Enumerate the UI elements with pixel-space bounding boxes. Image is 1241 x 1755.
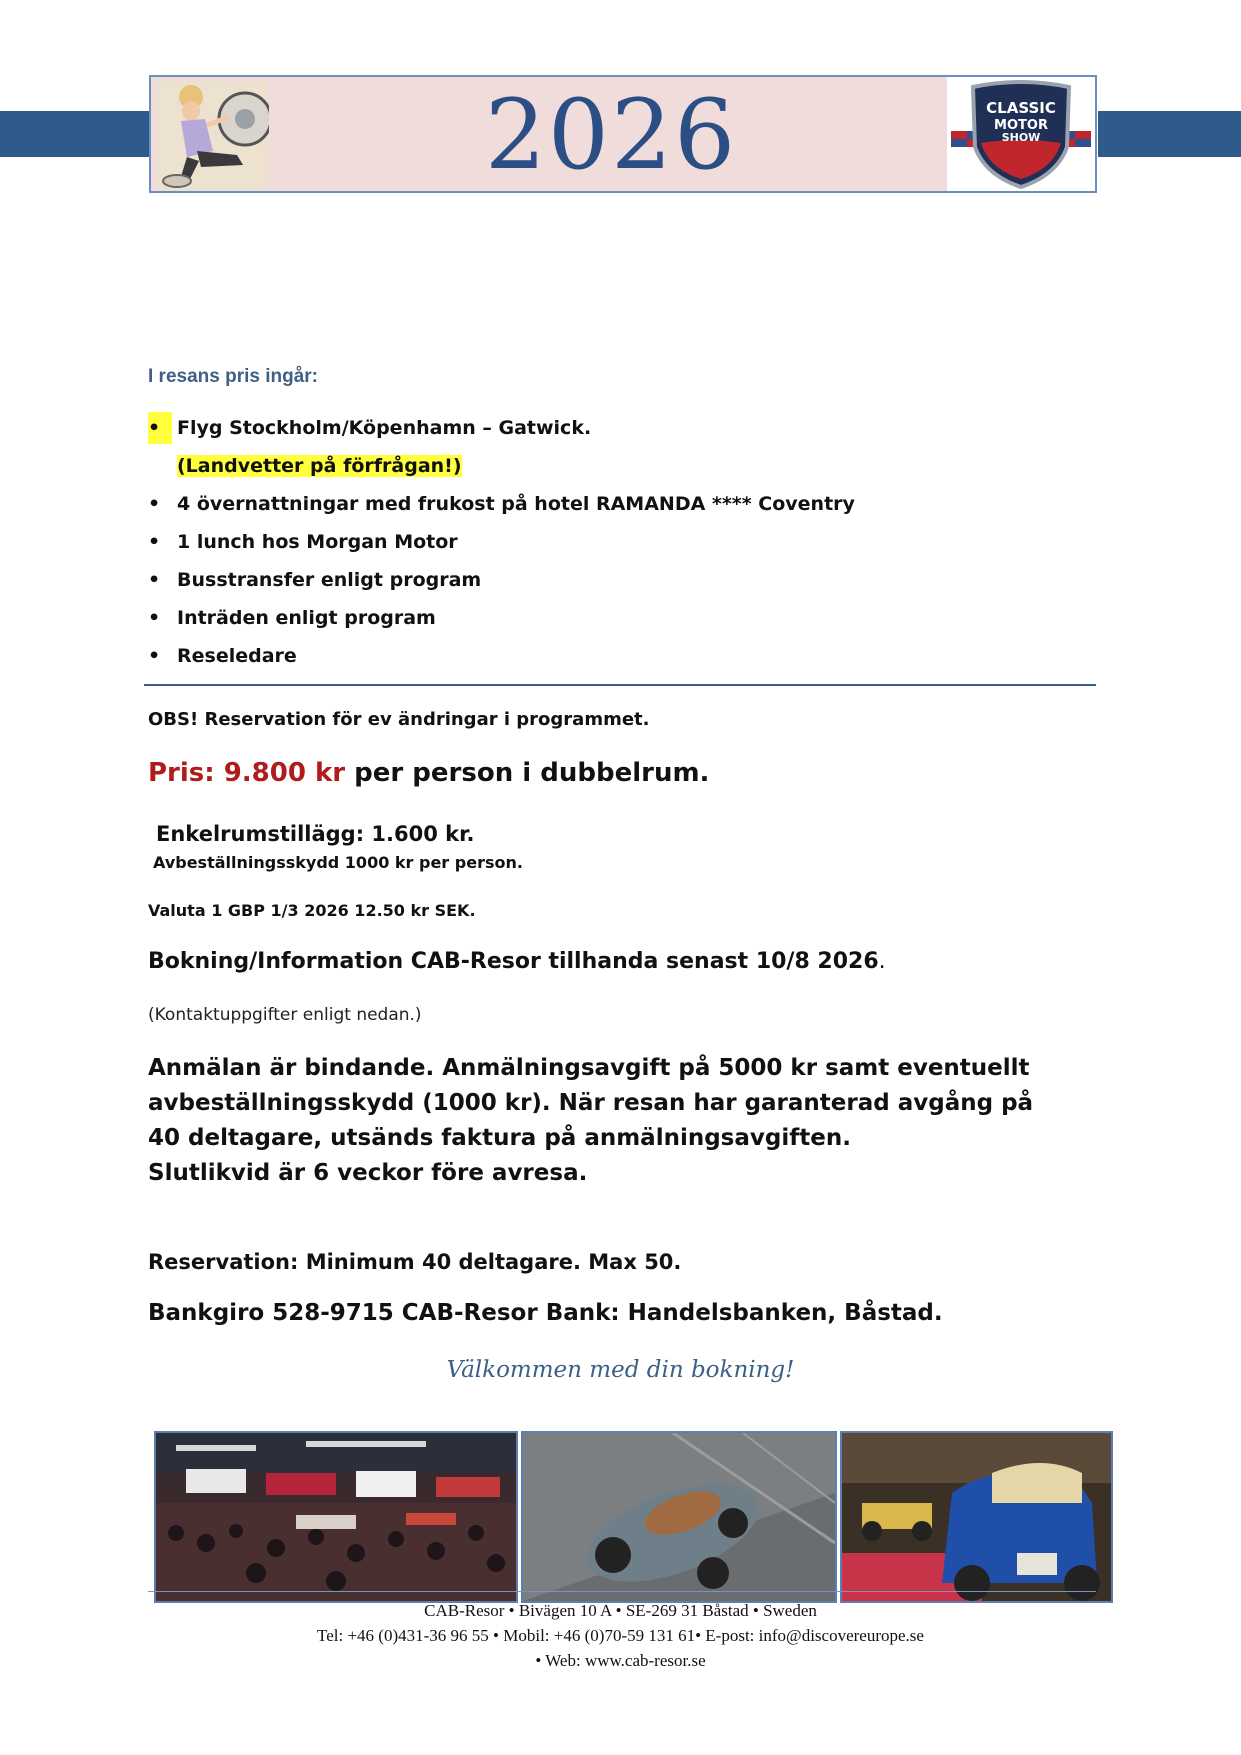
footer-web: • Web: www.cab-resor.se [535, 1651, 706, 1670]
list-item-text: (Landvetter på förfrågan!) [177, 455, 462, 477]
booking-dot: . [878, 949, 886, 974]
bullet-icon: • [148, 645, 161, 667]
terms-paragraph [148, 1051, 1048, 1191]
welcome-text: Välkommen med din bokning! [446, 1357, 795, 1383]
footer-divider [148, 1591, 1096, 1592]
terms-line: Slutlikvid är 6 veckor före avresa. [148, 1160, 588, 1186]
includes-list [148, 412, 855, 678]
terms-line: avbeställningsskydd (1000 kr). När resan har garanterad avgång på [148, 1090, 1034, 1116]
list-item [148, 564, 855, 602]
logo-text-motor: MOTOR [994, 118, 1048, 133]
contact-note: (Kontaktuppgifter enligt nedan.) [148, 1005, 422, 1025]
list-item-text: 1 lunch hos Morgan Motor [177, 531, 458, 553]
list-item-text: Flyg Stockholm/Köpenhamn – Gatwick. [177, 417, 592, 439]
currency-rate: Valuta 1 GBP 1/3 2026 12.50 kr SEK. [148, 901, 476, 920]
list-item-text: Reseledare [177, 645, 297, 667]
list-item [148, 412, 855, 450]
bullet-icon: • [148, 607, 161, 629]
classic-motor-show-logo [947, 77, 1095, 191]
list-item-text: Inträden enligt program [177, 607, 436, 629]
motor-show-crowd-photo [154, 1431, 518, 1603]
terms-line: Anmälan är bindande. Anmälningsavgift på 5000 kr samt eventuellt [148, 1055, 1030, 1081]
vintage-car-museum-photo [840, 1431, 1113, 1603]
footer-phone-email: Tel: +46 (0)431-36 96 55 • Mobil: +46 (0)70-59 131 61• E-post: info@discovereurope.se [317, 1626, 924, 1645]
price-rest: per person i dubbelrum. [345, 758, 710, 788]
logo-text-classic: CLASSIC [986, 99, 1056, 117]
list-item-text: Busstransfer enligt program [177, 569, 482, 591]
header-band-left [0, 111, 150, 157]
header-year: 2026 [484, 79, 738, 191]
bankgiro-info: Bankgiro 528-9715 CAB-Resor Bank: Handelsbanken, Båstad. [148, 1300, 943, 1326]
footer-address: CAB-Resor • Bivägen 10 A • SE-269 31 Båstad • Sweden [424, 1601, 817, 1620]
list-item [148, 526, 855, 564]
list-item [148, 450, 855, 488]
reservation-note: Reservation: Minimum 40 deltagare. Max 50. [148, 1250, 682, 1274]
price-label: Pris: 9.800 kr [148, 758, 346, 788]
list-item [148, 602, 855, 640]
cancellation-insurance: Avbeställningsskydd 1000 kr per person. [153, 853, 523, 872]
list-item [148, 488, 855, 526]
terms-line: 40 deltagare, utsänds faktura på anmälningsavgiften. [148, 1125, 851, 1151]
bullet-icon: • [148, 531, 161, 553]
list-item [148, 640, 855, 678]
bullet-icon: • [148, 569, 161, 591]
single-supplement: Enkelrumstillägg: 1.600 kr. [156, 822, 475, 846]
morgan-car-photo [521, 1431, 837, 1603]
booking-deadline [148, 949, 886, 974]
header-band-right [1098, 111, 1241, 157]
bullet-icon: • [148, 493, 161, 515]
pinup-illustration [157, 81, 269, 191]
price-line [148, 758, 709, 788]
booking-text: Bokning/Information CAB-Resor tillhanda senast 10/8 2026 [148, 949, 879, 974]
header-banner [149, 75, 1097, 193]
list-item-text: 4 övernattningar med frukost på hotel RAMANDA **** Coventry [177, 493, 855, 515]
bullet-icon: • [148, 412, 172, 444]
divider [144, 684, 1096, 686]
obs-note: OBS! Reservation för ev ändringar i programmet. [148, 709, 650, 730]
includes-title: I resans pris ingår: [148, 366, 319, 387]
logo-text-show: SHOW [1001, 131, 1041, 144]
